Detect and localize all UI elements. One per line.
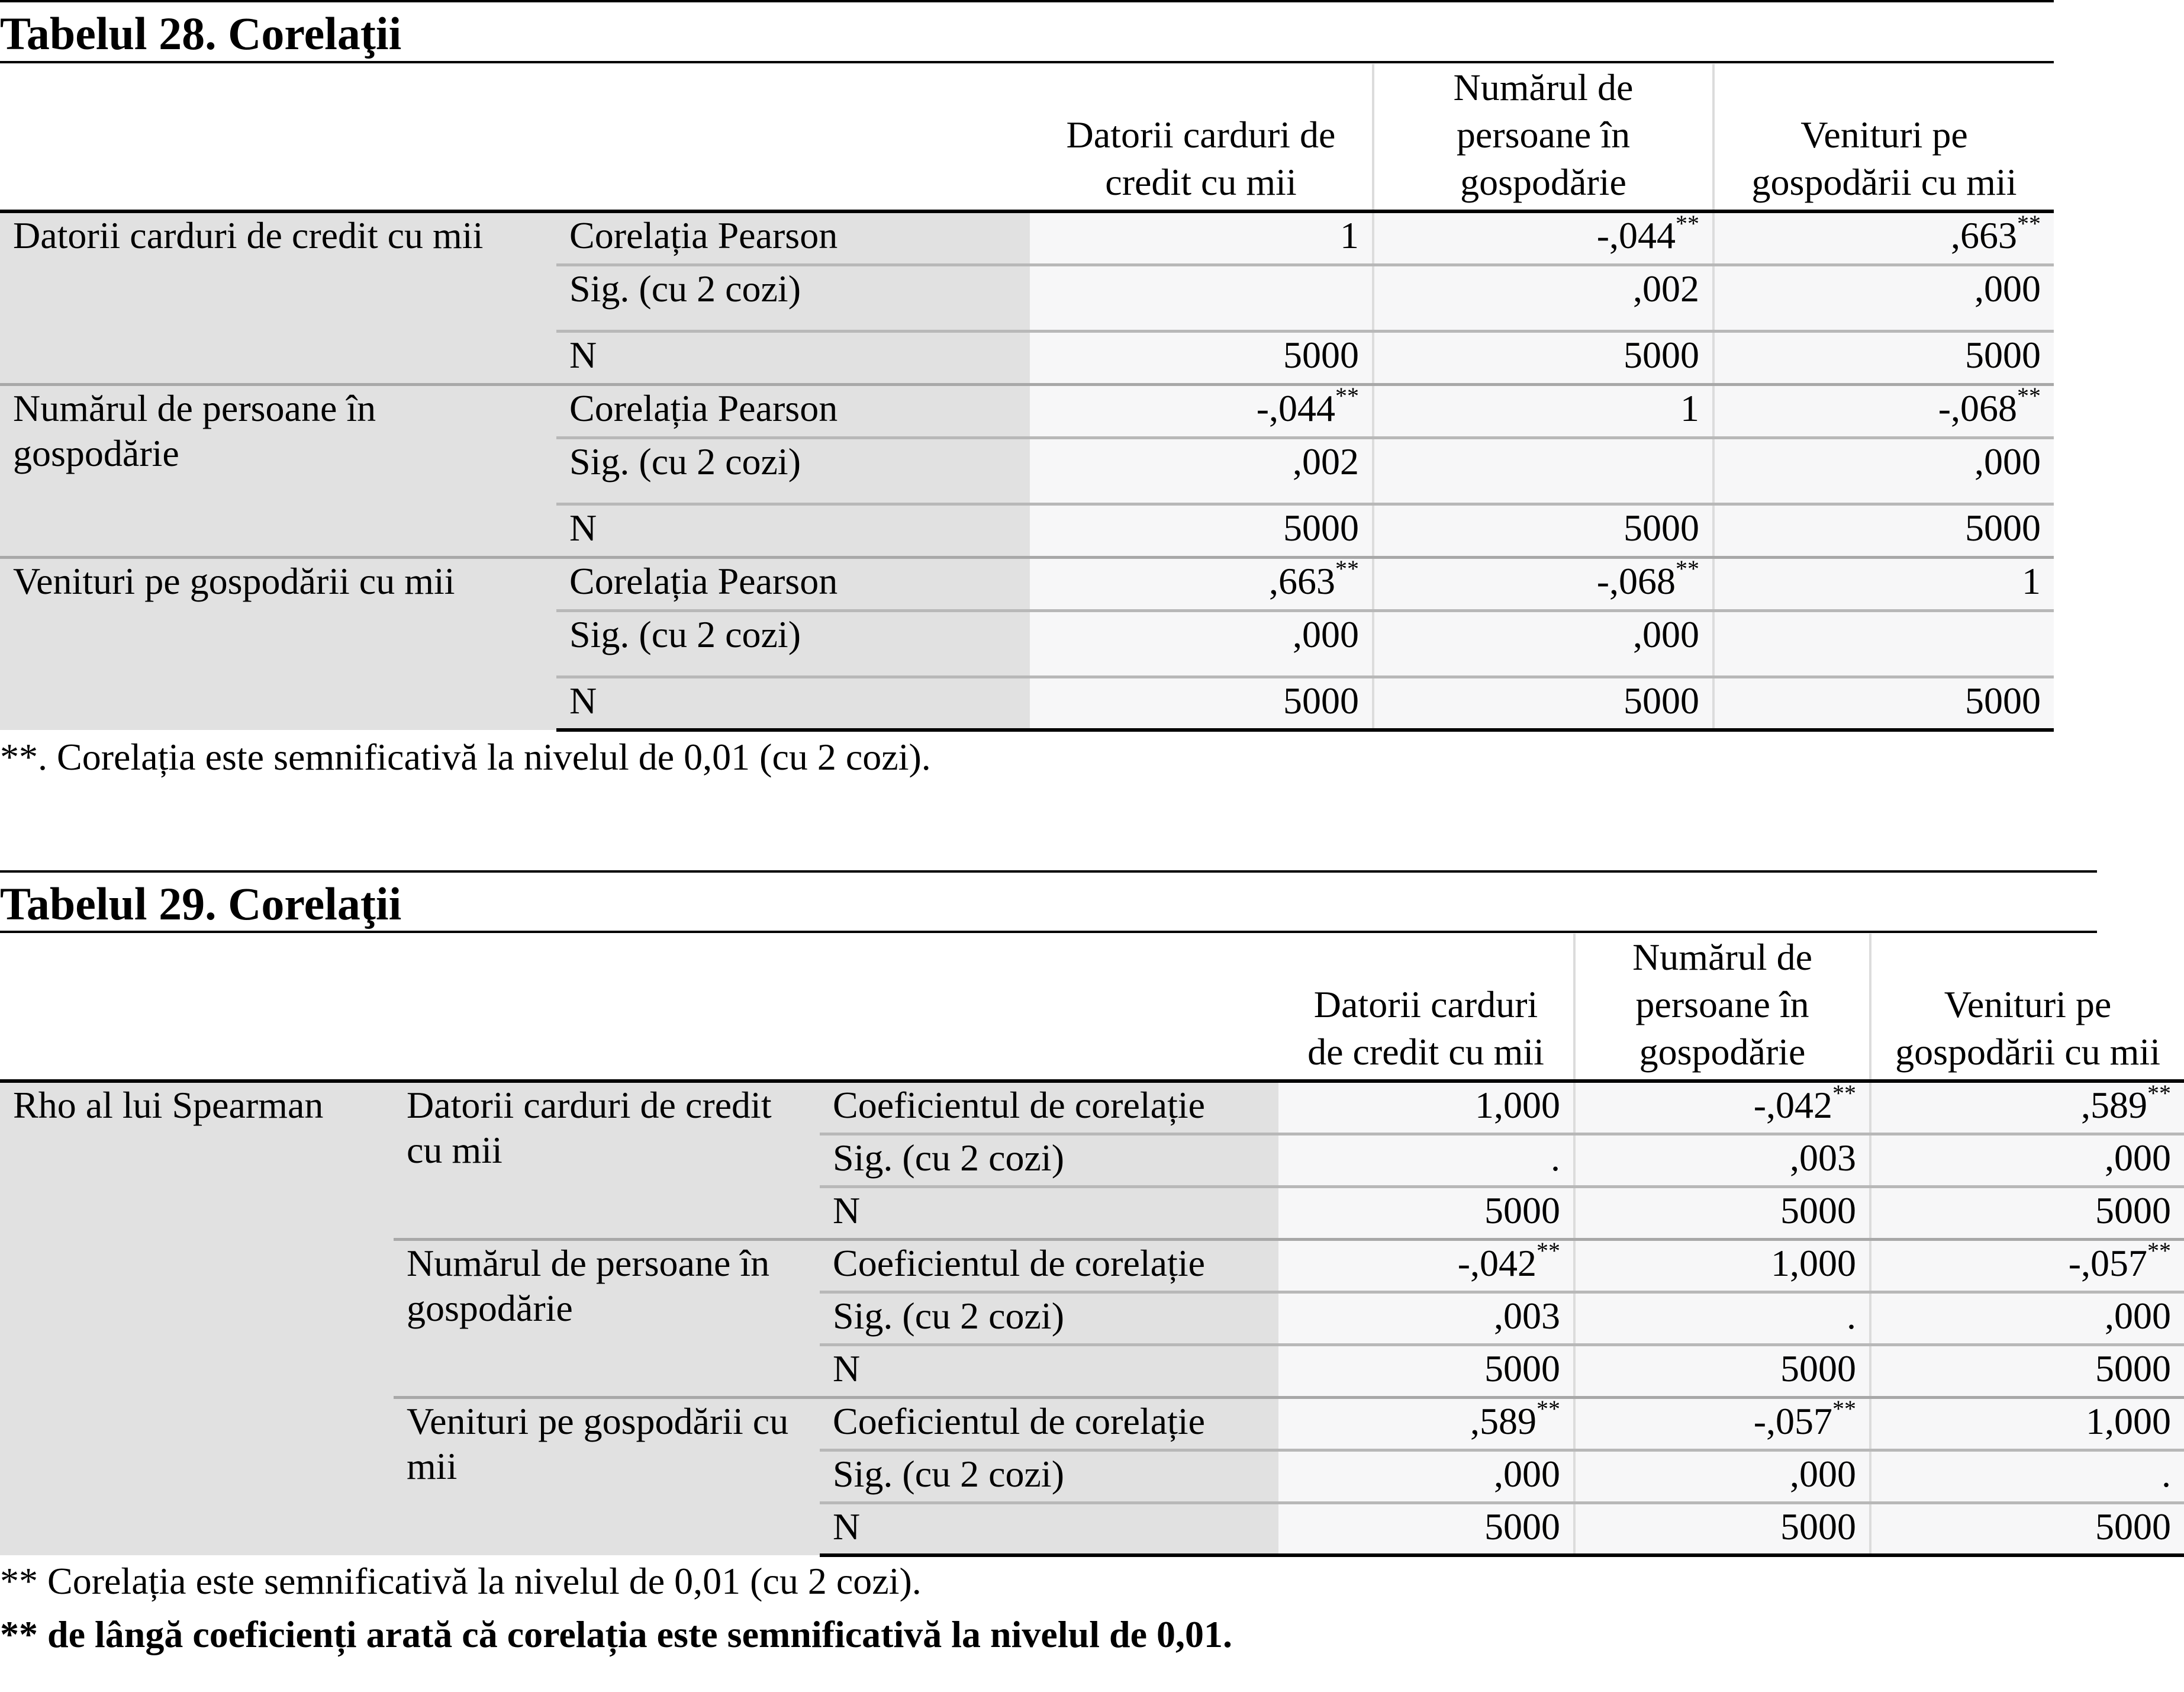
table29-top-rule [0,870,2097,873]
value-cell [1713,504,2054,557]
table29 [0,934,2184,1557]
cell-value: 5000 [1484,1189,1561,1231]
table-row [0,1081,2184,1134]
value-cell [1574,1503,1870,1555]
statistic-label: Sig. (cu 2 cozi) [556,438,1030,504]
value-cell [1278,1450,1574,1503]
value-cell [1713,331,2054,384]
table-row [0,557,2054,610]
cell-value: ,002 [1293,440,1359,482]
cell-value: -,057 [2068,1241,2148,1284]
significance-mark: ** [2147,1237,2172,1265]
value-cell [1870,1081,2184,1134]
value-cell [1373,384,1713,438]
cell-value: -,044 [1256,387,1335,429]
cell-value: . [1551,1136,1561,1179]
cell-value: 5000 [1623,333,1699,376]
value-cell [1373,504,1713,557]
table-row [0,211,2054,265]
cell-value: 5000 [1965,506,2041,549]
cell-value: 5000 [1965,679,2041,722]
cell-value: 5000 [1623,506,1699,549]
value-cell [1870,1292,2184,1344]
value-cell [1713,438,2054,504]
cell-value: ,663 [1951,214,2017,256]
statistic-label: Sig. (cu 2 cozi) [820,1134,1278,1186]
cell-value: ,000 [2105,1294,2172,1337]
value-cell [1030,504,1373,557]
cell-value: ,000 [1293,613,1359,655]
value-cell [1870,1186,2184,1239]
value-cell [1373,211,1713,265]
value-cell [1278,1081,1574,1134]
column-header: Numărul de persoane în gospodărie [1574,934,1870,1081]
statistic-label: Sig. (cu 2 cozi) [556,610,1030,677]
column-header: Venituri pe gospodării cu mii [1870,934,2184,1081]
statistic-label: Coeficientul de corelație [820,1239,1278,1292]
column-header: Datorii carduri de credit cu mii [1066,114,1336,203]
statistic-label: Sig. (cu 2 cozi) [820,1450,1278,1503]
variable-label: Numărul de persoane în gospodărie [0,384,556,557]
value-cell [1373,677,1713,730]
cell-value: -,068 [1596,559,1676,602]
cell-value: 5000 [1780,1347,1857,1389]
cell-value: 5000 [1283,679,1359,722]
cell-value: ,589 [2081,1084,2148,1126]
value-cell [1870,1450,2184,1503]
significance-mark: ** [2017,210,2041,237]
statistic-label: N [556,677,1030,730]
top-rule [0,0,2054,2]
value-cell [1870,1503,2184,1555]
value-cell [1278,1134,1574,1186]
value-cell [1373,265,1713,331]
cell-value: ,000 [1974,267,2041,310]
significance-mark: ** [1536,1237,1561,1265]
cell-value: ,003 [1790,1136,1857,1179]
significance-mark: ** [1335,382,1359,410]
variable-label: Datorii carduri de credit cu mii [0,211,556,384]
statistic-label: Corelația Pearson [556,384,1030,438]
value-cell [1574,1134,1870,1186]
statistic-label: Coeficientul de corelație [820,1397,1278,1450]
cell-value: -,057 [1753,1400,1833,1442]
variable-label: Venituri pe gospodării cu mii [0,557,556,730]
cell-value: ,000 [2105,1136,2172,1179]
cell-value: . [1847,1294,1857,1337]
significance-mark: ** [1536,1395,1561,1423]
cell-value: 5000 [1484,1505,1561,1548]
value-cell [1278,1239,1574,1292]
value-cell [1870,1239,2184,1292]
cell-value: 5000 [1965,333,2041,376]
significance-mark: ** [1676,555,1699,583]
cell-value: ,000 [1633,613,1699,655]
value-cell [1278,1186,1574,1239]
value-cell [1030,677,1373,730]
statistic-label: N [820,1344,1278,1397]
table28-title: Tabelul 28. Corelaţii [0,8,402,59]
cell-value: ,000 [1974,440,2041,482]
value-cell [1278,1503,1574,1555]
header-blank [0,934,1278,1081]
cell-value: -,042 [1753,1084,1833,1126]
value-cell [1870,1397,2184,1450]
significance-mark: ** [2147,1079,2172,1106]
cell-value: 1 [1340,214,1359,256]
value-cell [1713,265,2054,331]
statistic-label: N [820,1503,1278,1555]
table28-footnote: **. Corelația este semnificativă la nivelul de 0,01 (cu 2 cozi). [0,736,931,778]
cell-value: ,663 [1269,559,1335,602]
cell-value: 5000 [1283,333,1359,376]
statistic-label: Sig. (cu 2 cozi) [820,1292,1278,1344]
statistic-label: Sig. (cu 2 cozi) [556,265,1030,331]
value-cell [1030,610,1373,677]
statistic-label: N [556,331,1030,384]
table-row [0,384,2054,438]
cell-value: 5000 [1484,1347,1561,1389]
value-cell [1278,1397,1574,1450]
cell-value: ,002 [1633,267,1699,310]
value-cell [1713,557,2054,610]
value-cell [1030,265,1373,331]
value-cell [1870,1134,2184,1186]
value-cell [1713,211,2054,265]
value-cell [1030,438,1373,504]
cell-value: -,042 [1457,1241,1537,1284]
significance-mark: ** [2017,382,2041,410]
value-cell [1030,384,1373,438]
statistic-label: Corelația Pearson [556,211,1030,265]
significance-mark: ** [1335,555,1359,583]
cell-value: 5000 [2095,1505,2172,1548]
value-cell [1373,610,1713,677]
cell-value: 1,000 [1771,1241,1857,1284]
cell-value: . [2162,1452,2172,1495]
cell-value: 1,000 [2086,1400,2172,1442]
value-cell [1030,211,1373,265]
statistic-label: N [556,504,1030,557]
cell-value: 5000 [1623,679,1699,722]
value-cell [1574,1397,1870,1450]
value-cell [1278,1344,1574,1397]
value-cell [1713,384,2054,438]
variable-label: Venituri pe gospodării cu mii [394,1397,820,1555]
column-header: Datorii carduri de credit cu mii [1307,983,1544,1073]
significance-mark: ** [1832,1079,1857,1106]
cell-value: 5000 [2095,1189,2172,1231]
significance-mark: ** [1832,1395,1857,1423]
header-row [0,64,2054,211]
value-cell [1373,331,1713,384]
cell-value: 1 [2022,559,2041,602]
statistic-label: N [820,1186,1278,1239]
table28 [0,64,2054,732]
column-header: Numărul de persoane în gospodărie [1373,64,1713,211]
value-cell [1870,1344,2184,1397]
statistic-label: Corelația Pearson [556,557,1030,610]
value-cell [1574,1081,1870,1134]
cell-value: 5000 [1780,1189,1857,1231]
column-header: Venituri pe gospodării cu mii [1713,64,2054,211]
table29-note: ** de lângă coeficienți arată că corelația este semnificativă la nivelul de 0,01. [0,1613,1232,1655]
table28-title-rule [0,61,2054,63]
table29-clip [0,934,2172,1555]
cell-value: ,000 [1790,1452,1857,1495]
cell-value: 1,000 [1475,1084,1561,1126]
value-cell [1713,610,2054,677]
cell-value: ,000 [1494,1452,1561,1495]
value-cell [1713,677,2054,730]
statistic-label: Coeficientul de corelație [820,1081,1278,1134]
table29-footnote: ** Corelația este semnificativă la nivelul de 0,01 (cu 2 cozi). [0,1560,922,1602]
variable-label: Datorii carduri de credit cu mii [394,1081,820,1239]
header-blank [0,64,1030,211]
header-row [0,934,2184,1081]
value-cell [1030,557,1373,610]
value-cell [1278,1292,1574,1344]
value-cell [1574,1450,1870,1503]
cell-value: ,589 [1470,1400,1537,1442]
cell-value: -,044 [1596,214,1676,256]
table29-title-rule [0,931,2097,933]
value-cell [1030,331,1373,384]
cell-value: 5000 [2095,1347,2172,1389]
cell-value: 5000 [1780,1505,1857,1548]
cell-value: -,068 [1938,387,2017,429]
method-label: Rho al lui Spearman [0,1081,394,1555]
cell-value: ,003 [1494,1294,1561,1337]
table29-title: Tabelul 29. Corelaţii [0,878,402,929]
cell-value: 5000 [1283,506,1359,549]
value-cell [1574,1344,1870,1397]
significance-mark: ** [1676,210,1699,237]
value-cell [1373,438,1713,504]
cell-value: 1 [1680,387,1699,429]
value-cell [1574,1239,1870,1292]
variable-label: Numărul de persoane în gospodărie [394,1239,820,1397]
value-cell [1574,1186,1870,1239]
value-cell [1574,1292,1870,1344]
value-cell [1373,557,1713,610]
